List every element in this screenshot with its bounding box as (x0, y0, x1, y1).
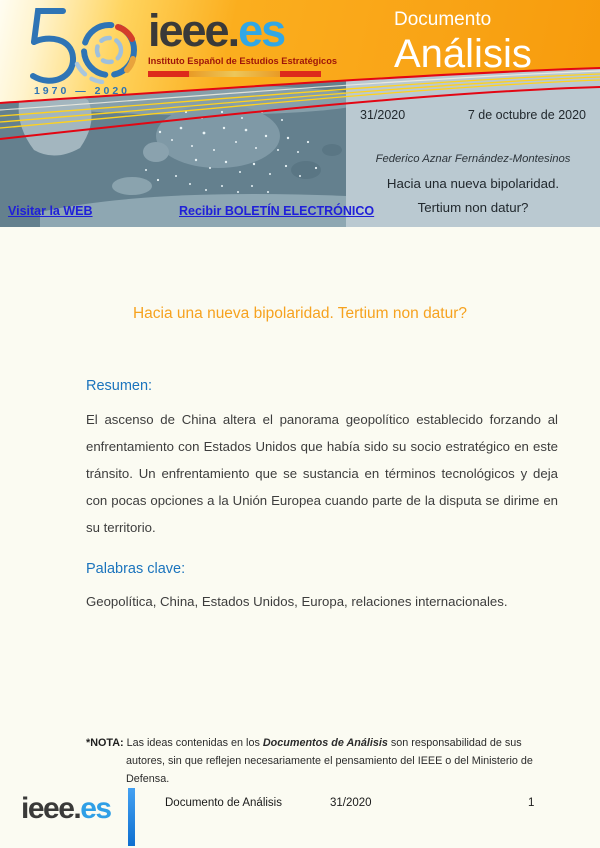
footnote-text-pre: Las ideas contenidas en los (126, 737, 260, 749)
footer-document-type: Documento de Análisis (165, 797, 282, 809)
anniversary-years: 1970 — 2020 (33, 85, 131, 97)
page-title: Hacia una nueva bipolaridad. Tertium non datur? (132, 305, 468, 322)
footer-page-number: 1 (528, 797, 535, 809)
document-banner (0, 0, 600, 227)
visit-web-link[interactable]: Visitar la WEB (8, 204, 93, 218)
author-name: Federico Aznar Fernández-Montesinos (375, 153, 571, 165)
ieee-wordmark-ieee: ieee. (148, 5, 239, 56)
footnote (86, 734, 562, 788)
resumen-heading: Resumen: (86, 378, 153, 394)
document-type-block (394, 8, 532, 76)
flag-yellow-middle (189, 71, 280, 77)
footnote-text-post: son responsabilidad de sus autores, sin que reflejen necesariamente el pensamiento del IEEE o del Ministerio de Defensa. (126, 737, 533, 785)
flag-red-left (148, 71, 189, 77)
ieee-header-logo (148, 5, 338, 77)
footer-logo-es: es (80, 792, 111, 825)
anniversary-50-icon (18, 2, 146, 84)
document-kicker: Documento (394, 9, 492, 30)
ieee-footer-logo (21, 792, 111, 826)
footer-logo-ieee: ieee. (21, 792, 81, 825)
banner-title-line2: Tertium non datur? (417, 200, 529, 215)
ieee-wordmark (148, 5, 326, 56)
spain-flag-bar (148, 71, 321, 77)
issue-number: 31/2020 (360, 108, 406, 122)
flag-red-right (280, 71, 321, 77)
institute-subtitle: Instituto Español de Estudios Estratégicos (148, 56, 338, 66)
document-kind: Análisis (394, 32, 532, 76)
issue-date-row (360, 108, 586, 122)
banner-title-line1: Hacia una nueva bipolaridad. (386, 176, 560, 191)
banner-document-title (346, 172, 600, 220)
keywords-heading: Palabras clave: (86, 561, 186, 577)
keywords-list: Geopolítica, China, Estados Unidos, Europa, relaciones internacionales. (86, 594, 508, 609)
footer-divider-bar (128, 788, 135, 846)
footnote-emphasis: Documentos de Análisis (262, 737, 388, 749)
anniversary-50-logo (14, 2, 150, 97)
ieee-wordmark-es: es (238, 5, 285, 56)
footnote-label: *NOTA: (86, 737, 124, 749)
footer-issue-number: 31/2020 (330, 797, 372, 809)
publication-date: 7 de octubre de 2020 (467, 108, 586, 122)
abstract-paragraph: El ascenso de China altera el panorama geopolítico establecido forzando al enfrentamiento con Estados Unidos que había sido su socio estratégico en este tránsito. Un enfrentamiento que se sustancia en términos tecnológicos y deja con pocas opciones a la Unión Europea cuando parte de la disputa se dirime en su territorio. (86, 412, 558, 535)
bulletin-subscribe-link[interactable]: Recibir BOLETÍN ELECTRÓNICO (179, 204, 375, 218)
